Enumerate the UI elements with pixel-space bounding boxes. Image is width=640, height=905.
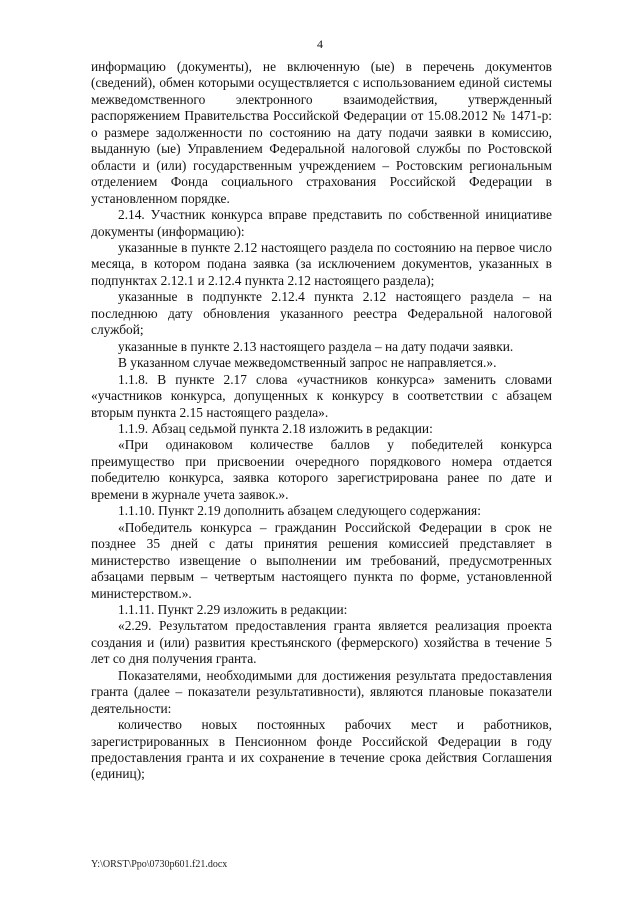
paragraph: указанные в пункте 2.12 настоящего раздела по состоянию на первое число месяца, в котором подана заявка (за исключением документов, указанных в подпунктах 2.12.1 и 2.12.4 пункта 2.12 настоящего раздела);	[91, 239, 552, 288]
paragraph: 1.1.11. Пункт 2.29 изложить в редакции:	[118, 601, 348, 617]
paragraph: информацию (документы), не включенную (ые) в перечень документов (сведений), обмен которыми осуществляется с использованием единой системы межведомственного электронного взаимодействия, утвержденный распоряжением Правительства Российской Федерации от 15.08.2012 № 1471-р: о размере задолженности по состоянию на дату подачи заявки в комиссию, выданную (ые) Управлением Федеральной налоговой службы по Ростовской области и (или) государственным учреждением – Ростовским региональным отделением Фонда социального страхования Российской Федерации в установленном порядке.	[91, 59, 552, 206]
paragraph: «2.29. Результатом предоставления гранта является реализация проекта создания и (или) развития крестьянского (фермерского) хозяйства в течение 5 лет со дня получения гранта.	[91, 618, 552, 667]
paragraph: «При одинаковом количестве баллов у победителей конкурса преимущество при присвоении очередного порядкового номера отдается победителю конкурса, заявка которого зарегистрирована ранее по дате и времени в журнале учета заявок.».	[91, 437, 552, 502]
paragraph: указанные в подпункте 2.12.4 пункта 2.12 настоящего раздела – на последнюю дату обновления указанного реестра Федеральной налоговой службой;	[91, 289, 552, 338]
paragraph: указанные в пункте 2.13 настоящего раздела – на дату подачи заявки.	[118, 338, 514, 354]
file-path-footer: Y:\ORST\Ppo\0730p601.f21.docx	[91, 859, 228, 870]
paragraph: 1.1.8. В пункте 2.17 слова «участников конкурса» заменить словами «участников конкурса, допущенных к конкурсу в соответствии с абзацем вторым пункта 2.15 настоящего раздела».	[91, 371, 552, 420]
paragraph: количество новых постоянных рабочих мест и работников, зарегистрированных в Пенсионном фонде Российской Федерации в году предоставления гранта и их сохранение в течение срока действия Соглашения (единиц);	[91, 717, 552, 782]
paragraph: В указанном случае межведомственный запрос не направляется.».	[118, 355, 497, 371]
paragraph: Показателями, необходимыми для достижения результата предоставления гранта (далее – показатели результативности), являются плановые показатели деятельности:	[91, 667, 552, 716]
paragraph: «Победитель конкурса – гражданин Российской Федерации в срок не позднее 35 дней с даты принятия решения комиссией представляет в министерство извещение о выполнении им требований, предусмотренных абзацами первым – четвертым настоящего пункта по форме, установленной министерством.».	[91, 519, 552, 601]
document-body	[91, 59, 552, 783]
paragraph: 1.1.9. Абзац седьмой пункта 2.18 изложить в редакции:	[118, 420, 433, 436]
paragraph: 2.14. Участник конкурса вправе представить по собственной инициативе документы (информацию):	[91, 207, 552, 239]
paragraph: 1.1.10. Пункт 2.19 дополнить абзацем следующего содержания:	[118, 503, 481, 519]
page-number: 4	[317, 37, 323, 51]
